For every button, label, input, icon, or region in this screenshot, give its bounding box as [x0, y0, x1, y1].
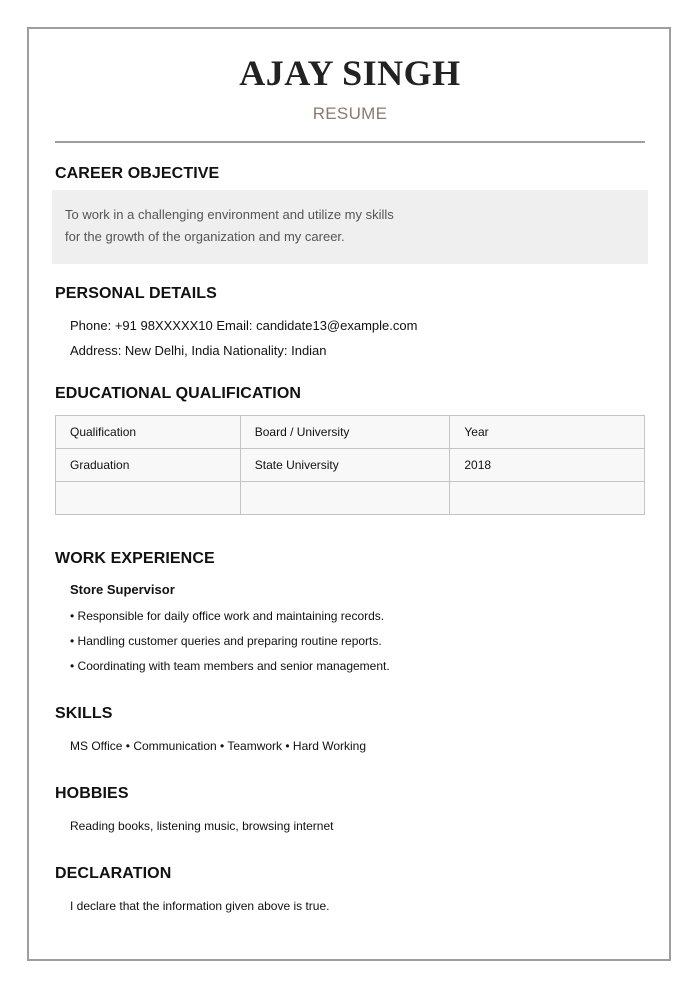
education-table [55, 415, 645, 515]
career-objective-heading: CAREER OBJECTIVE [55, 165, 220, 182]
declaration-text: I declare that the information given above is true. [70, 899, 330, 913]
education-heading: EDUCATIONAL QUALIFICATION [55, 385, 302, 402]
declaration-heading: DECLARATION [55, 865, 172, 882]
table-cell [240, 482, 450, 515]
table-row [56, 416, 645, 449]
list-item: • Responsible for daily office work and maintaining records. [70, 609, 385, 623]
candidate-name: AJAY SINGH [239, 53, 461, 93]
hobbies-heading: HOBBIES [55, 785, 129, 802]
contact-line: Phone: +91 98XXXXX10 Email: candidate13@example.com [70, 318, 418, 333]
resume-subtitle: RESUME [312, 104, 388, 123]
table-cell [450, 482, 645, 515]
table-header-cell: Qualification [56, 416, 241, 449]
table-cell: State University [240, 449, 450, 482]
skills-heading: SKILLS [55, 705, 113, 722]
career-objective-box [52, 190, 648, 264]
skills-text: MS Office • Communication • Teamwork • Hard Working [70, 739, 367, 753]
list-item: • Coordinating with team members and senior management. [70, 659, 390, 673]
hobbies-text: Reading books, listening music, browsing internet [70, 819, 334, 833]
table-row [56, 449, 645, 482]
table-row [56, 482, 645, 515]
header-divider [55, 141, 645, 143]
work-experience-heading: WORK EXPERIENCE [55, 550, 215, 567]
job-title: Store Supervisor [70, 582, 175, 597]
table-cell: 2018 [450, 449, 645, 482]
table-header-cell: Board / University [240, 416, 450, 449]
address-line: Address: New Delhi, India Nationality: Indian [70, 343, 327, 358]
personal-details-heading: PERSONAL DETAILS [55, 285, 217, 302]
table-header-cell: Year [450, 416, 645, 449]
list-item: • Handling customer queries and preparing routine reports. [70, 634, 382, 648]
table-cell [56, 482, 241, 515]
career-objective-line: To work in a challenging environment and utilize my skills [65, 207, 394, 222]
table-cell: Graduation [56, 449, 241, 482]
career-objective-line: for the growth of the organization and my career. [65, 229, 345, 244]
